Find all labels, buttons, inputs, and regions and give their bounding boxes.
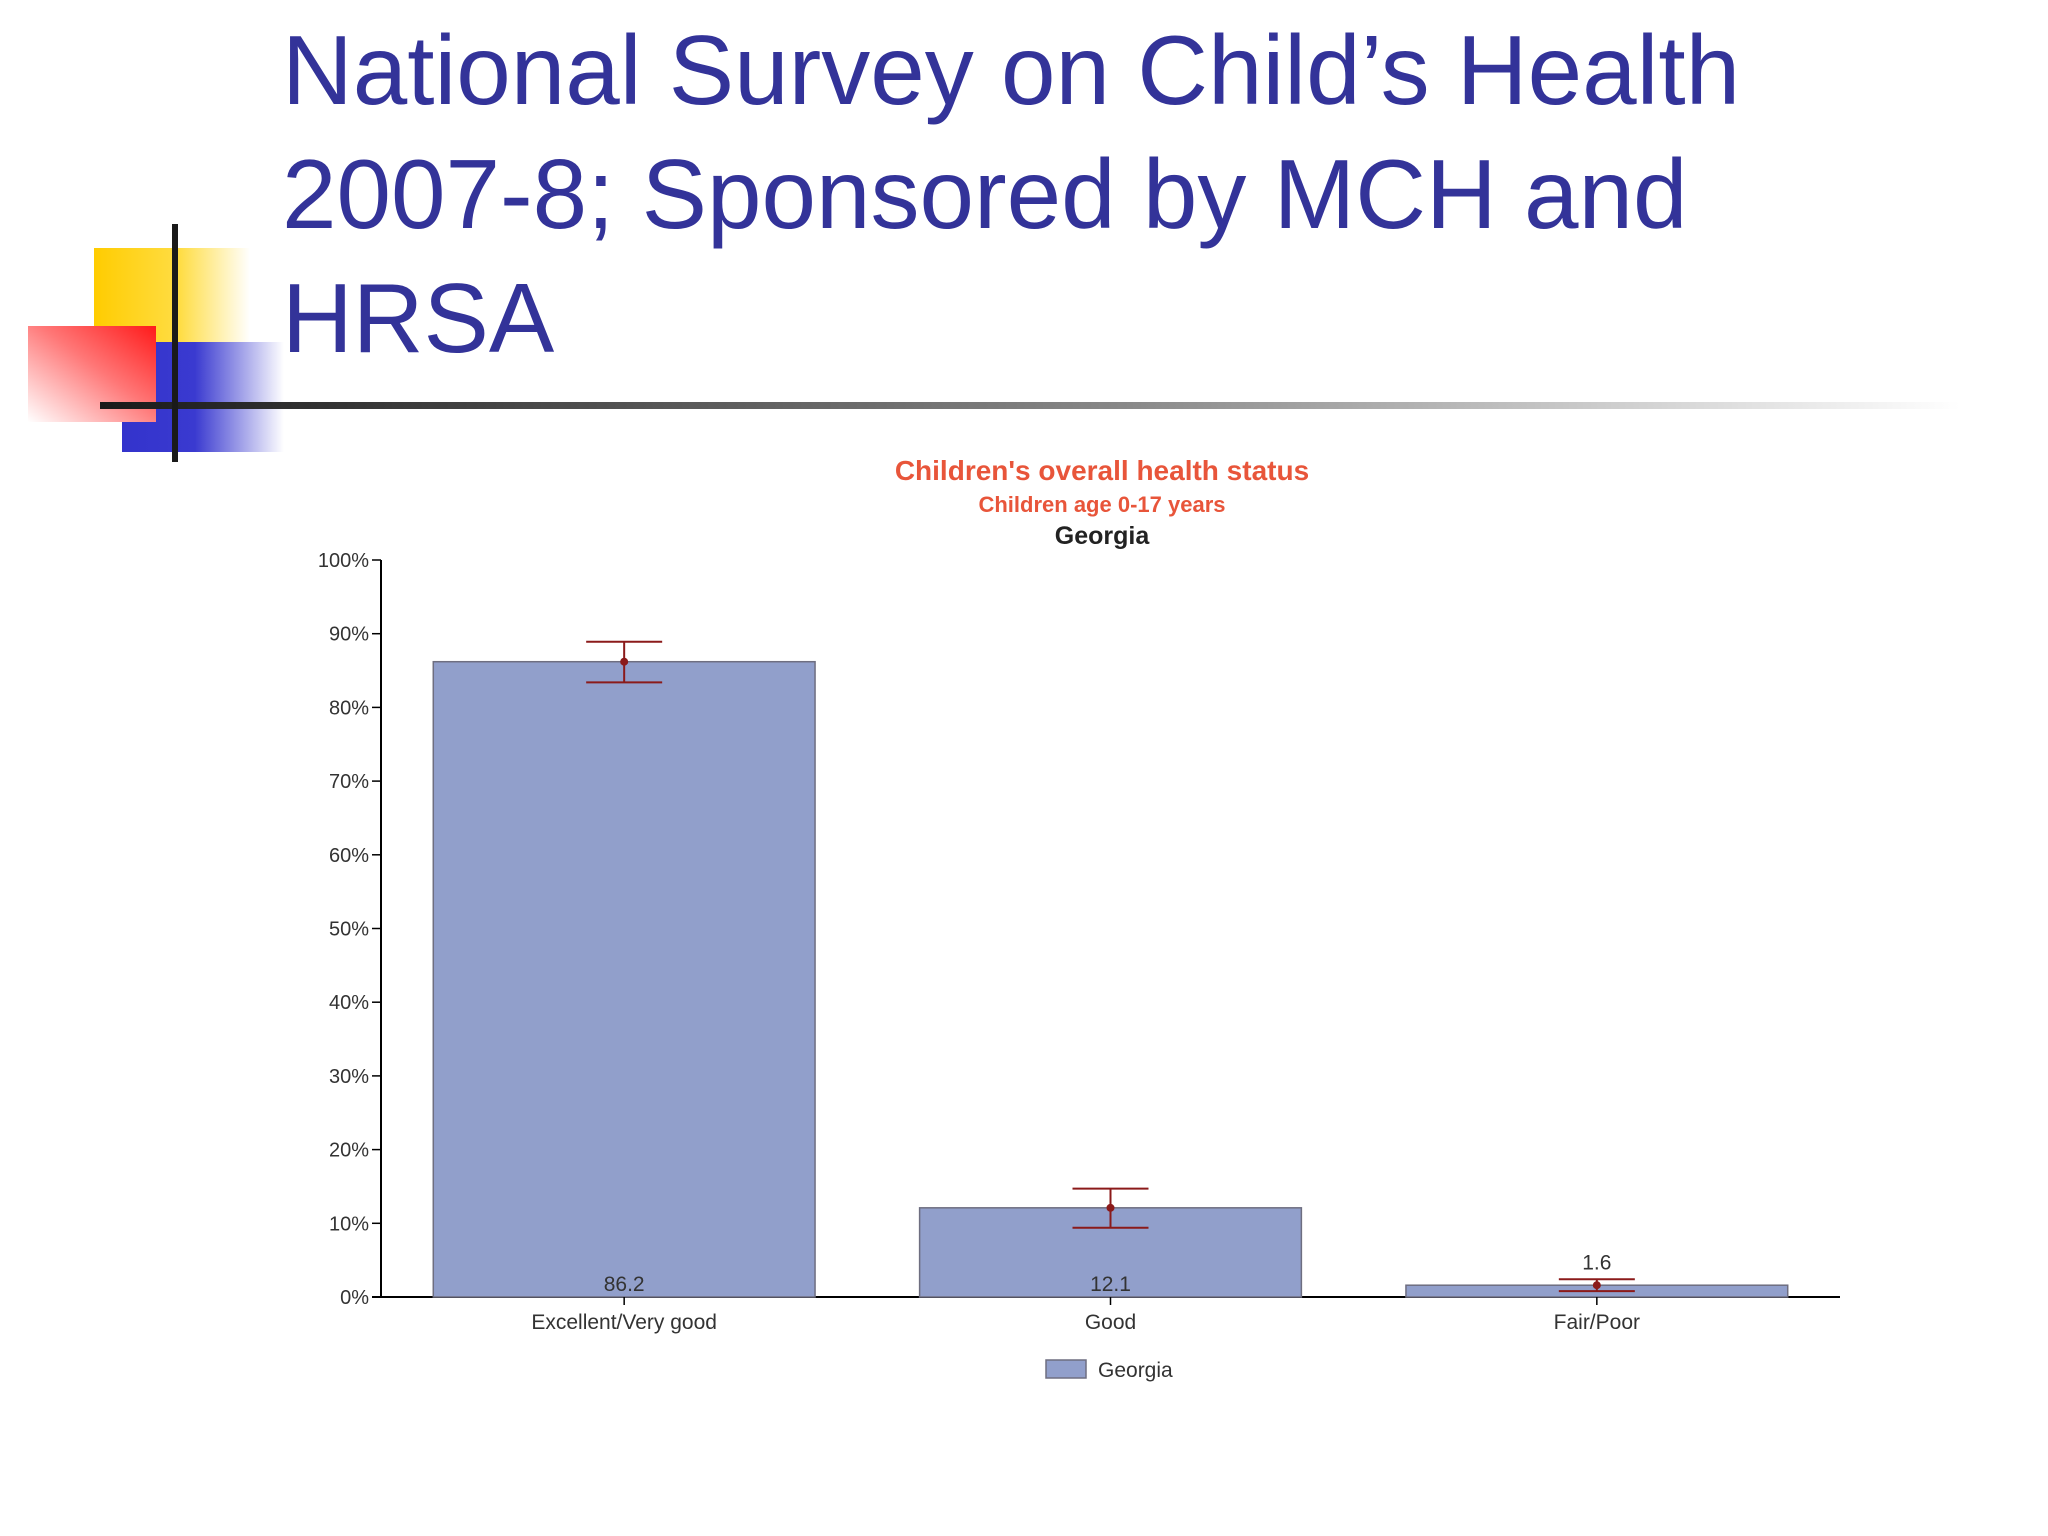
y-tick-label: 50% <box>328 918 369 941</box>
y-tick-label: 40% <box>328 992 369 1015</box>
data-label: 1.6 <box>1582 1251 1612 1275</box>
chart-region-label: Georgia <box>1054 522 1150 550</box>
error-point <box>1593 1281 1601 1289</box>
y-tick-label: 0% <box>340 1287 369 1309</box>
legend-label: Georgia <box>1098 1359 1173 1382</box>
error-point <box>1107 1204 1115 1212</box>
y-tick-label: 80% <box>328 697 369 720</box>
chart-subtitle: Children age 0-17 years <box>978 492 1226 517</box>
y-tick-label: 20% <box>328 1139 369 1162</box>
slide-title-line-1: National Survey on Child’s Health <box>282 15 1741 125</box>
legend-swatch <box>1046 1360 1086 1378</box>
slide-title-line-2: 2007-8; Sponsored by MCH and <box>282 139 1688 249</box>
x-tick-label: Good <box>1084 1311 1137 1334</box>
y-tick-label: 90% <box>328 623 369 646</box>
y-tick-label: 70% <box>328 771 369 794</box>
error-point <box>620 658 628 666</box>
data-label: 12.1 <box>1090 1273 1131 1296</box>
y-tick-label: 100% <box>317 550 369 572</box>
data-label: 86.2 <box>603 1273 645 1296</box>
slide-title-line-3: HRSA <box>282 263 555 373</box>
chart-title: Children's overall health status <box>894 455 1310 486</box>
bar <box>433 662 815 1297</box>
y-tick-label: 30% <box>328 1065 369 1088</box>
y-tick-label: 10% <box>328 1213 369 1236</box>
x-tick-label: Fair/Poor <box>1553 1311 1641 1334</box>
y-tick-label: 60% <box>328 844 369 867</box>
x-tick-label: Excellent/Very good <box>531 1311 717 1334</box>
